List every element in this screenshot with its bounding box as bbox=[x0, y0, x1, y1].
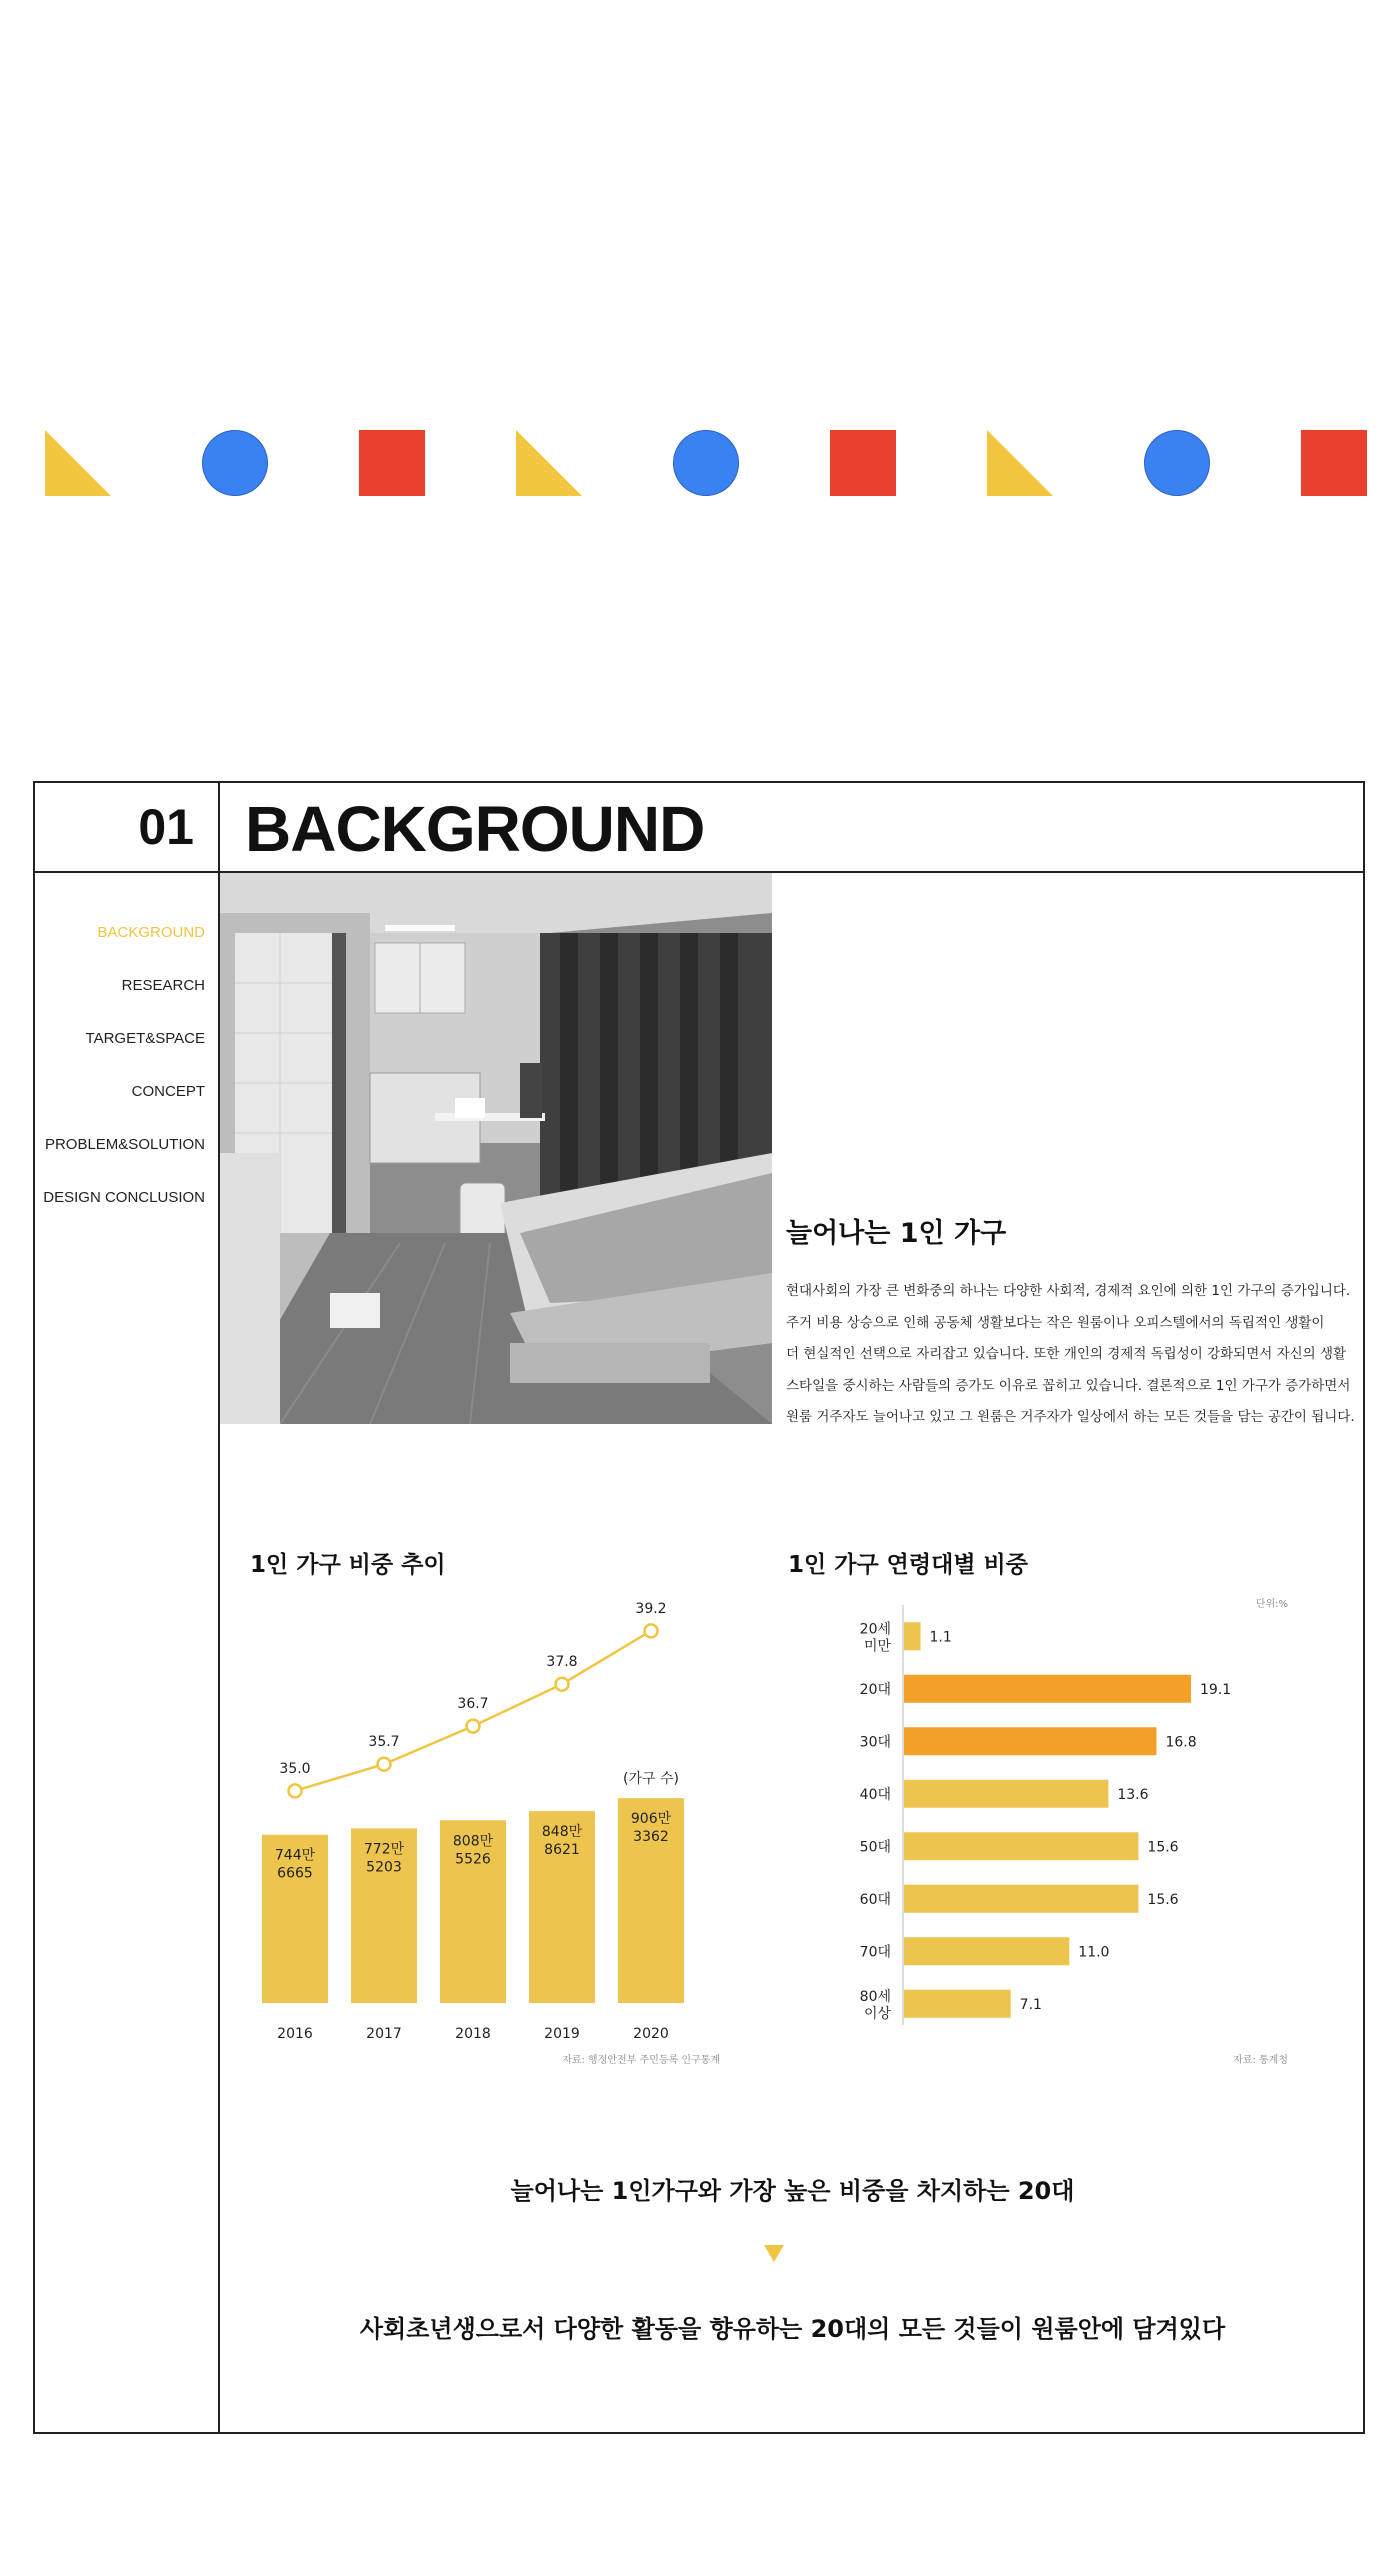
y-tick-label: 미만 bbox=[863, 1638, 891, 1655]
x-tick-label: 2016 bbox=[277, 2026, 313, 2042]
line-point bbox=[378, 1758, 391, 1771]
x-tick-label: 2020 bbox=[633, 2026, 669, 2042]
x-tick-label: 2018 bbox=[455, 2026, 491, 2042]
y-tick-label: 70대 bbox=[859, 1944, 891, 1961]
bar-age-6 bbox=[904, 1937, 1069, 1965]
bar-label: 6665 bbox=[277, 1865, 313, 1882]
bar-label: 906만 bbox=[630, 1811, 672, 1828]
down-triangle-icon bbox=[764, 2245, 784, 2262]
bar-label: 848만 bbox=[541, 1824, 583, 1841]
chart-source: 자료: 통계청 bbox=[1233, 2055, 1288, 2066]
chart-source: 자료: 행정안전부 주민등록 인구통계 bbox=[562, 2055, 720, 2066]
yellow-triangle-icon bbox=[987, 430, 1053, 496]
intro-paragraph bbox=[786, 1276, 1366, 1434]
unit-label: 단위:% bbox=[1255, 1599, 1288, 1610]
chart-title-age: 1인 가구 연령대별 비중 bbox=[788, 1552, 1028, 1578]
chart-title-trend: 1인 가구 비중 추이 bbox=[250, 1552, 446, 1578]
line-point bbox=[289, 1784, 302, 1797]
section-frame bbox=[33, 781, 1365, 2434]
y-tick-label: 60대 bbox=[859, 1891, 891, 1908]
bar-label: 744만 bbox=[274, 1847, 316, 1864]
nav-item-background[interactable]: BACKGROUND bbox=[97, 924, 205, 941]
section-header bbox=[35, 783, 1363, 873]
bar-label: 772만 bbox=[363, 1841, 405, 1858]
intro-line: 더 현실적인 선택으로 자리잡고 있습니다. 또한 개인의 경제적 독립성이 강화되면서 자신의 생활 bbox=[786, 1346, 1347, 1362]
data-label: 16.8 bbox=[1165, 1734, 1197, 1751]
data-label: 19.1 bbox=[1200, 1681, 1232, 1698]
bar-age-4 bbox=[904, 1832, 1138, 1860]
data-label: 35.7 bbox=[368, 1734, 400, 1751]
section-title: BACKGROUND bbox=[245, 793, 705, 865]
nav-item-target-space[interactable]: TARGET&SPACE bbox=[85, 1030, 205, 1047]
data-label: 15.6 bbox=[1147, 1891, 1179, 1908]
line-point bbox=[556, 1678, 569, 1691]
intro-line: 주거 비용 상승으로 인해 공동체 생활보다는 작은 원룸이나 오피스텔에서의 독립적인 생활이 bbox=[786, 1314, 1325, 1331]
data-label: 11.0 bbox=[1078, 1944, 1110, 1961]
data-label: 15.6 bbox=[1147, 1839, 1179, 1856]
intro-title: 늘어나는 1인 가구 bbox=[786, 1218, 1007, 1249]
y-tick-label: 30대 bbox=[859, 1734, 891, 1751]
data-label: 37.8 bbox=[546, 1654, 578, 1671]
conclusion-statement: 사회초년생으로서 다양한 활동을 향유하는 20대의 모든 것들이 원룸안에 담겨있다 bbox=[359, 2315, 1226, 2343]
bar-label: 808만 bbox=[452, 1833, 494, 1850]
y-tick-label: 50대 bbox=[859, 1839, 891, 1856]
bar-age-7 bbox=[904, 1990, 1011, 2018]
red-square-icon bbox=[1301, 430, 1367, 496]
bar-age-1 bbox=[904, 1675, 1191, 1703]
nav-item-concept[interactable]: CONCEPT bbox=[131, 1083, 205, 1100]
age-distribution-chart bbox=[788, 1583, 1308, 2083]
studio-room-photo bbox=[220, 873, 772, 1424]
red-square-icon bbox=[359, 430, 425, 496]
bar-label: 5203 bbox=[366, 1859, 402, 1876]
side-navigation bbox=[35, 923, 205, 1241]
nav-item-design-conclusion[interactable]: DESIGN CONCLUSION bbox=[43, 1189, 205, 1206]
household-trend-chart bbox=[250, 1583, 750, 2083]
unit-note: (가구 수) bbox=[623, 1771, 679, 1788]
intro-line: 현대사회의 가장 큰 변화중의 하나는 다양한 사회적, 경제적 요인에 의한 1인 가구의 증가입니다. bbox=[786, 1283, 1351, 1299]
x-tick-label: 2017 bbox=[366, 2026, 402, 2042]
data-label: 13.6 bbox=[1117, 1786, 1149, 1803]
bar-age-2 bbox=[904, 1727, 1156, 1755]
bar-age-0 bbox=[904, 1622, 921, 1650]
y-tick-label: 80세 bbox=[859, 1988, 891, 2005]
bar-age-3 bbox=[904, 1780, 1108, 1808]
conclusion-headline: 늘어나는 1인가구와 가장 높은 비중을 차지하는 20대 bbox=[510, 2177, 1075, 2205]
data-label: 39.2 bbox=[635, 1600, 667, 1617]
data-label: 7.1 bbox=[1019, 1996, 1042, 2013]
nav-item-research[interactable]: RESEARCH bbox=[121, 977, 205, 994]
blue-circle-icon bbox=[1144, 430, 1210, 496]
bar-label: 3362 bbox=[633, 1829, 669, 1846]
data-label: 36.7 bbox=[457, 1696, 489, 1713]
yellow-triangle-icon bbox=[45, 430, 111, 496]
yellow-triangle-icon bbox=[516, 430, 582, 496]
line-point bbox=[467, 1720, 480, 1733]
y-tick-label: 20대 bbox=[859, 1681, 891, 1698]
bar-label: 5526 bbox=[455, 1851, 491, 1868]
y-tick-label: 이상 bbox=[863, 2005, 891, 2022]
red-square-icon bbox=[830, 430, 896, 496]
section-number: 01 bbox=[138, 799, 194, 855]
bar-age-5 bbox=[904, 1885, 1138, 1913]
intro-line: 원룸 거주자도 늘어나고 있고 그 원룸은 거주자가 일상에서 하는 모든 것들을 담는 공간이 됩니다. bbox=[786, 1409, 1355, 1425]
blue-circle-icon bbox=[673, 430, 739, 496]
blue-circle-icon bbox=[202, 430, 268, 496]
bar-label: 8621 bbox=[544, 1842, 580, 1859]
intro-line: 스타일을 중시하는 사람들의 증가도 이유로 꼽히고 있습니다. 결론적으로 1인 가구가 증가하면서 bbox=[786, 1377, 1351, 1394]
decorative-shapes-row bbox=[0, 430, 1399, 500]
line-point bbox=[645, 1624, 658, 1637]
data-label: 1.1 bbox=[929, 1629, 952, 1646]
y-tick-label: 20세 bbox=[859, 1621, 891, 1638]
x-tick-label: 2019 bbox=[544, 2026, 580, 2042]
y-tick-label: 40대 bbox=[859, 1786, 891, 1803]
data-label: 35.0 bbox=[279, 1760, 311, 1777]
nav-item-problem-solution[interactable]: PROBLEM&SOLUTION bbox=[44, 1136, 205, 1153]
